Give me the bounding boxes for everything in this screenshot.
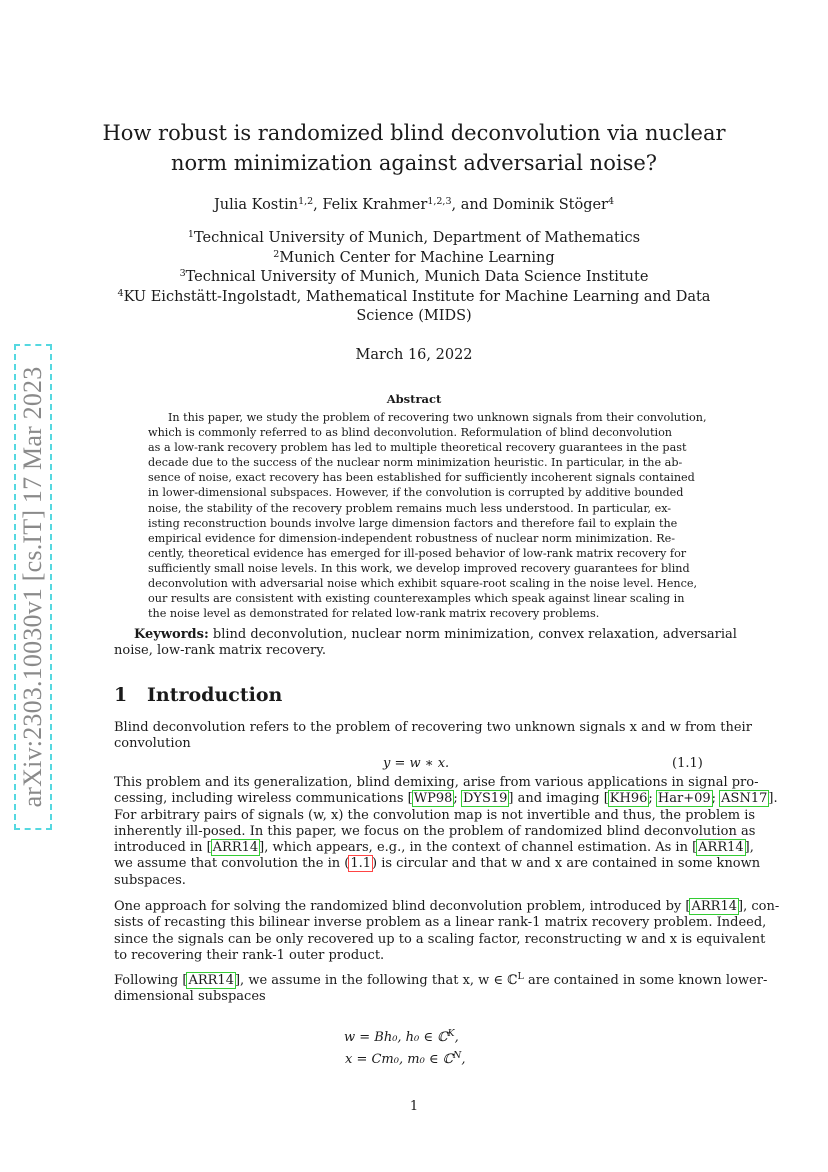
abstract-line: isting reconstruction bounds involve large dimension factors and therefore fail to explain the	[148, 516, 678, 530]
abstract-line: In this paper, we study the problem of recovering two unknown signals from their convolution,	[168, 411, 707, 424]
equation-text: x = Cm₀, m₀ ∈ ℂ	[345, 1052, 454, 1067]
keywords-line: noise, low-rank matrix recovery.	[114, 643, 326, 659]
citation-link[interactable]: WP98	[413, 791, 453, 807]
text-span: ] and imaging [	[508, 791, 609, 807]
text-line: since the signals can be only recovered up to a scaling factor, reconstructing w and x is equivalent	[114, 931, 766, 947]
text-span: Following [	[114, 973, 188, 988]
affiliation-text: Munich Center for Machine Learning	[279, 249, 555, 266]
text-line	[114, 971, 768, 989]
text-line: For arbitrary pairs of signals (w, x) the convolution map is not invertible and thus, the problem is	[114, 807, 756, 823]
citation-link[interactable]: ARR14	[188, 973, 234, 988]
arxiv-stamp-text: arXiv:2303.10030v1 [cs.IT] 17 Mar 2023	[18, 366, 47, 808]
section-title: Introduction	[147, 684, 283, 706]
intro-paragraph-2	[114, 775, 778, 889]
text-span: ],	[744, 840, 754, 856]
affiliation-sup: 4	[117, 287, 124, 299]
author-affil-sup: 1,2	[298, 196, 314, 207]
equation-text: ,	[454, 1030, 459, 1045]
abstract-line: which is commonly referred to as blind deconvolution. Reformulation of blind deconvolution	[148, 426, 673, 440]
paper-date: March 16, 2022	[355, 347, 473, 363]
text-span: ;	[453, 791, 462, 807]
affiliation-sup: 3	[179, 268, 186, 279]
equation-x	[345, 1052, 465, 1067]
citation-link[interactable]: ARR14	[212, 840, 259, 856]
keywords-text: blind deconvolution, nuclear norm minimization, convex relaxation, adversarial	[208, 627, 737, 642]
text-line	[114, 899, 780, 915]
abstract-line: decade due to the success of the nuclear norm minimization heuristic. In particular, in the ab-	[148, 456, 683, 470]
affiliation-text: Technical University of Munich, Munich Data Science Institute	[185, 269, 649, 285]
section-number: 1	[114, 684, 128, 706]
affiliation-list	[0, 229, 828, 327]
text-line	[114, 840, 754, 856]
text-span: ], which appears, e.g., in the context of channel estimation. As in [	[259, 840, 698, 856]
author-list	[0, 195, 828, 215]
text-span: ;	[648, 791, 657, 807]
author-affil-sup: 4	[608, 196, 615, 207]
paper-title	[0, 118, 828, 178]
affiliation-sup: 2	[273, 248, 280, 260]
text-span: ].	[768, 791, 778, 807]
author-separator: , and	[451, 197, 493, 213]
text-line: sists of recasting this bilinear inverse problem as a linear rank-1 matrix recovery problem. Indeed,	[114, 915, 767, 931]
title-line-1: How robust is randomized blind deconvolution via nuclear	[102, 121, 726, 145]
text-line: to recovering their rank-1 outer product.	[114, 947, 385, 963]
abstract-body	[148, 410, 707, 621]
text-line: Blind deconvolution refers to the problem of recovering two unknown signals x and w from their	[114, 720, 752, 735]
abstract-line: sufficiently small noise levels. In this work, we develop improved recovery guarantees for blind	[148, 561, 690, 575]
abstract-line: cently, theoretical evidence has emerged for ill-posed behavior of low-rank matrix recovery for	[148, 546, 687, 560]
abstract-line: empirical evidence for dimension-independent robustness of nuclear norm minimization. Re-	[148, 531, 676, 545]
abstract-heading: Abstract	[386, 392, 442, 406]
math-sup: K	[447, 1028, 455, 1039]
text-line: This problem and its generalization, blind demixing, arise from various applications in signal pro-	[114, 775, 759, 790]
citation-link[interactable]: Har+09	[657, 791, 711, 807]
abstract-line: noise, the stability of the recovery problem remains much less understood. In particular, ex-	[148, 501, 672, 515]
author-name: Julia Kostin	[213, 197, 299, 213]
abstract-line: our results are consistent with existing counterexamples which speak against linear scaling in	[148, 592, 685, 606]
text-line: inherently ill-posed. In this paper, we focus on the problem of randomized blind deconvolution as	[114, 823, 756, 839]
citation-link[interactable]: ARR14	[698, 840, 744, 856]
equation-w	[344, 1030, 459, 1045]
keywords-block	[114, 627, 737, 660]
intro-paragraph-3	[114, 899, 780, 964]
equation-text: w = Bh₀, h₀ ∈ ℂ	[344, 1030, 448, 1045]
title-line-2: norm minimization against adversarial noise?	[170, 151, 658, 175]
affiliation-line	[0, 249, 828, 269]
affiliation-text: Science (MIDS)	[356, 308, 472, 324]
abstract-line: as a low-rank recovery problem has led to multiple theoretical recovery guarantees in the past	[148, 441, 687, 455]
intro-paragraph-4	[114, 971, 768, 1006]
author-name: Dominik Stöger	[492, 197, 608, 213]
text-line	[114, 791, 778, 807]
citation-link[interactable]: DYS19	[462, 791, 508, 807]
keywords-label: Keywords:	[134, 627, 209, 642]
text-line: subspaces.	[114, 872, 186, 888]
text-line	[114, 856, 761, 872]
author-affil-sup: 1,2,3	[427, 196, 452, 207]
page-number: 1	[409, 1099, 419, 1114]
intro-paragraph-1	[114, 720, 752, 753]
text-line: dimensional subspaces	[114, 989, 266, 1005]
math-sup: N	[453, 1050, 462, 1061]
text-span: ], con-	[738, 899, 780, 914]
text-span: ;	[711, 791, 721, 807]
arxiv-stamp[interactable]	[14, 344, 54, 832]
equation-text: ,	[461, 1052, 466, 1067]
text-span: cessing, including wireless communications [	[114, 791, 413, 807]
text-span: introduced in [	[114, 840, 212, 856]
affiliation-line	[0, 229, 828, 249]
abstract-line: the noise level as demonstrated for related low-rank matrix recovery problems.	[148, 607, 600, 621]
citation-link[interactable]: KH96	[609, 791, 648, 807]
abstract-line: in lower-dimensional subspaces. However, if the convolution is corrupted by additive bounded	[148, 486, 684, 500]
equation-ref-link[interactable]: 1.1	[350, 856, 372, 872]
affiliation-line	[0, 268, 828, 288]
affiliation-text: Technical University of Munich, Department of Mathematics	[193, 230, 641, 246]
author-separator: ,	[313, 197, 323, 213]
text-span: ) is circular and that w and x are contained in some known	[372, 856, 761, 872]
text-line: convolution	[114, 736, 191, 752]
section-heading	[114, 684, 282, 706]
math-sup: L	[517, 971, 524, 982]
citation-link[interactable]: ASN17	[721, 791, 768, 807]
affiliation-sup: 1	[187, 229, 194, 240]
text-span: ], we assume in the following that x, w ∈ ℂ	[234, 973, 518, 988]
text-span: we assume that convolution the in (	[114, 856, 350, 872]
equation-tag: (1.1)	[672, 756, 703, 771]
equation-1-1: y = w ∗ x.	[383, 756, 450, 771]
affiliation-text: KU Eichstätt-Ingolstadt, Mathematical Institute for Machine Learning and Data	[123, 288, 711, 305]
keywords-line	[114, 627, 737, 643]
author-name: Felix Krahmer	[322, 197, 428, 213]
text-span: are contained in some known lower-	[523, 973, 768, 988]
text-span: One approach for solving the randomized blind deconvolution problem, introduced by [	[114, 899, 691, 914]
abstract-line: deconvolution with adversarial noise which exhibit square-root scaling in the noise level. Hence,	[148, 577, 698, 591]
affiliation-line	[0, 288, 828, 308]
citation-link[interactable]: ARR14	[691, 899, 737, 914]
affiliation-line	[0, 307, 828, 327]
abstract-line: sence of noise, exact recovery has been established for sufficiently incoherent signals contained	[148, 471, 695, 485]
